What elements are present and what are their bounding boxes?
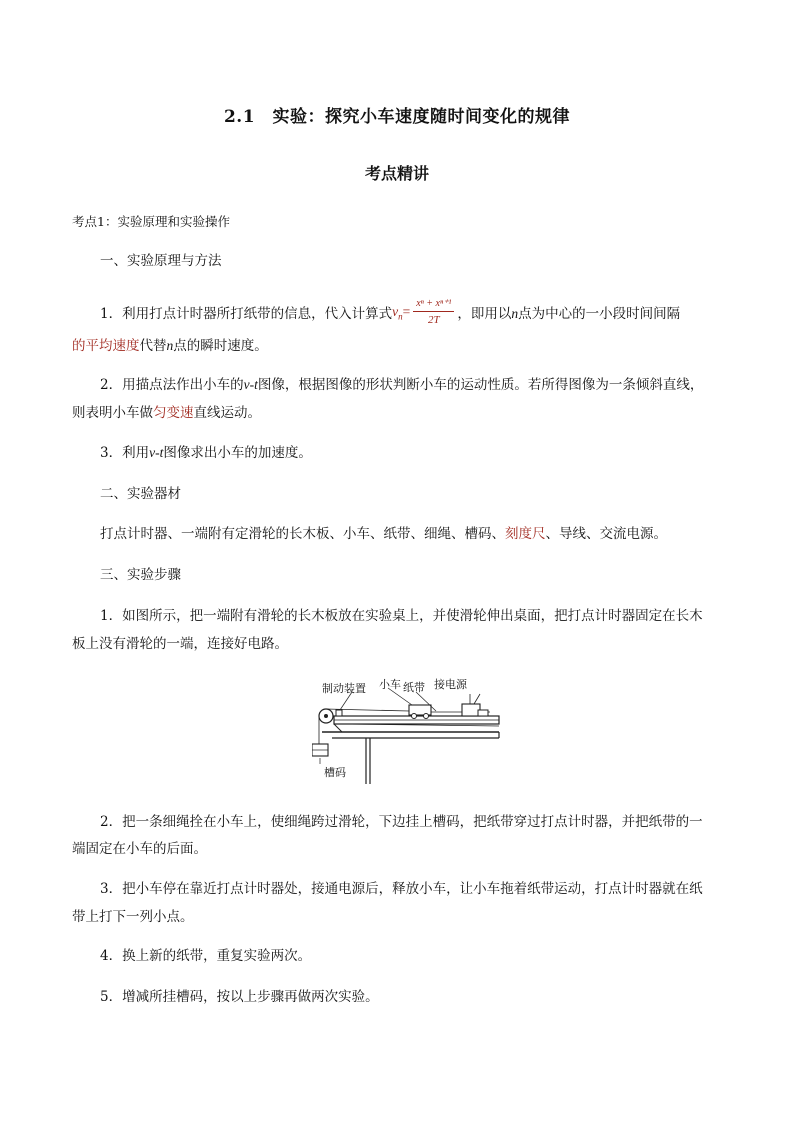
highlight-average-velocity: 的平均速度 — [72, 338, 140, 354]
label-brake-device: 制动装置 — [322, 682, 366, 695]
velocity-formula — [392, 297, 457, 332]
step-5: 5．增减所挂槽码，按以上步骤再做两次实验。 — [100, 989, 379, 1005]
variable-n: n — [511, 305, 519, 321]
paragraph-2-line-2 — [72, 398, 261, 428]
paragraph-1-line-1 — [100, 297, 680, 332]
vt-label: v-t — [243, 377, 258, 392]
paragraph-2-line-1 — [100, 370, 703, 400]
formula-denominator: 2T — [428, 314, 440, 327]
paragraph-text: 直线运动。 — [193, 405, 261, 421]
highlight-ruler: 刻度尺 — [505, 526, 546, 542]
paragraph-text: 点为中心的一小段时间间隔 — [518, 305, 681, 322]
paragraph-text: 点的瞬时速度。 — [173, 338, 268, 354]
label-power-supply: 接电源 — [434, 678, 467, 691]
page-title: 2.1 实验：探究小车速度随时间变化的规律 — [223, 107, 571, 127]
section-3-heading: 三、实验步骤 — [100, 567, 181, 583]
paragraph-text: 图像求出小车的加速度。 — [163, 445, 312, 461]
paragraph-text: 代替 — [139, 338, 167, 354]
step-1-line-1: 1．如图所示，把一端附有滑轮的长木板放在实验桌上，并使滑轮伸出桌面，把打点计时器固定在长木 — [100, 608, 703, 624]
step-1-line-2: 板上没有滑轮的一端，连接好电路。 — [72, 636, 288, 652]
step-3-line-2: 带上打下一列小点。 — [72, 909, 194, 925]
formula-numerator: xⁿ + xⁿ⁺¹ — [413, 298, 454, 312]
paragraph-text: 2．用描点法作出小车的 — [100, 377, 244, 393]
step-2-line-1: 2．把一条细绳拴在小车上，使细绳跨过滑轮，下边挂上槽码，把纸带穿过打点计时器，并把纸带的一 — [100, 814, 703, 830]
paragraph-3 — [100, 438, 312, 468]
step-2-line-2: 端固定在小车的后面。 — [72, 841, 207, 857]
section-2-heading: 二、实验器材 — [100, 486, 181, 502]
vt-label: v-t — [149, 445, 164, 460]
paragraph-text: 3．利用 — [100, 445, 150, 461]
formula-sub: n — [398, 311, 403, 322]
formula-lhs: v — [392, 304, 399, 319]
paragraph-1-line-2 — [72, 331, 268, 361]
paragraph-text: 、导线、交流电源。 — [545, 526, 667, 542]
label-paper-tape: 纸带 — [403, 681, 425, 694]
section-1-heading: 一、实验原理与方法 — [100, 253, 222, 269]
equipment-list — [100, 519, 667, 549]
paragraph-text: 打点计时器、一端附有定滑轮的长木板、小车、纸带、细绳、槽码、 — [100, 526, 505, 542]
paragraph-text: 图像，根据图像的形状判断小车的运动性质。若所得图像为一条倾斜直线， — [257, 377, 704, 393]
paragraph-text: 1．利用打点计时器所打纸带的信息，代入计算式 — [100, 305, 393, 322]
label-cart: 小车 — [379, 678, 401, 691]
section-heading: 考点精讲 — [364, 164, 429, 183]
variable-n: n — [166, 338, 174, 353]
step-4: 4．换上新的纸带，重复实验两次。 — [100, 948, 312, 964]
step-3-line-1: 3．把小车停在靠近打点计时器处，接通电源后，释放小车，让小车拖着纸带运动，打点计时器就在纸 — [100, 881, 703, 897]
paragraph-text: 则表明小车做 — [72, 405, 153, 421]
formula-eq: = — [402, 304, 411, 319]
topic-heading: 考点1：实验原理和实验操作 — [72, 214, 230, 229]
formula-fraction — [413, 298, 454, 327]
highlight-uniform-accel: 匀变速 — [153, 405, 194, 421]
label-hanging-weight: 槽码 — [324, 766, 346, 779]
paragraph-text: ，即用以 — [457, 305, 512, 322]
